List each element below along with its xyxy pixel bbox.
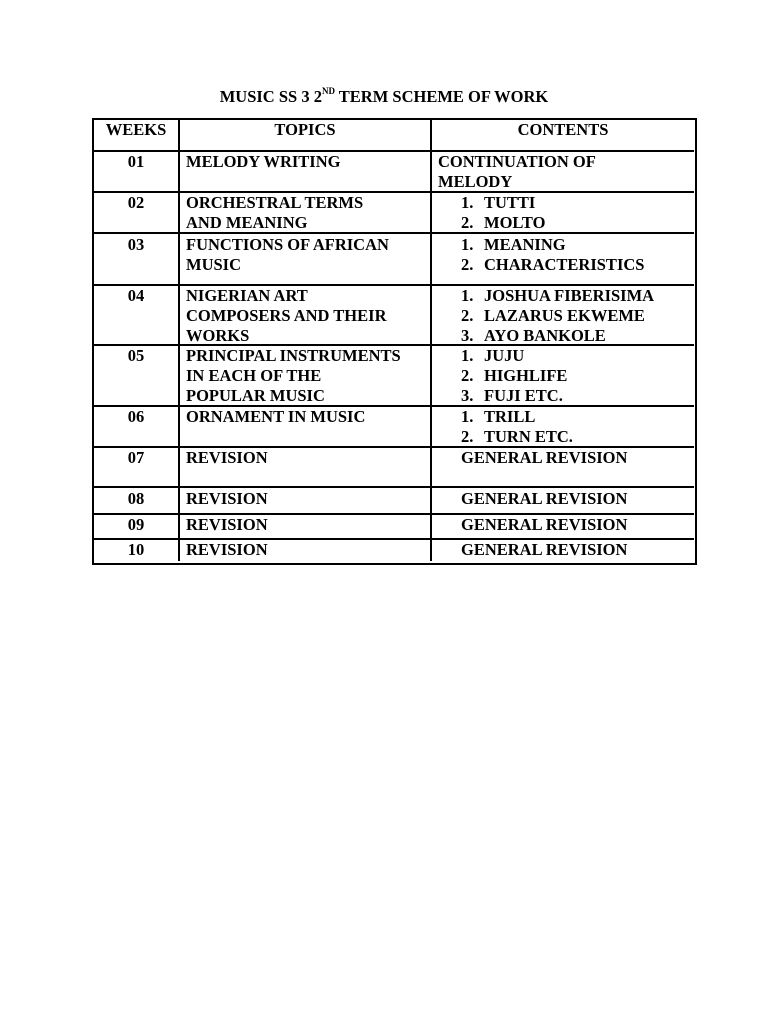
content-line bbox=[461, 255, 644, 275]
list-number: 2. bbox=[461, 427, 474, 446]
topic-line: WORKS bbox=[186, 326, 250, 345]
topic-line: AND MEANING bbox=[186, 213, 308, 232]
column-divider bbox=[430, 152, 432, 561]
topic-line: ORNAMENT IN MUSIC bbox=[186, 407, 366, 426]
list-number: 2. bbox=[461, 213, 474, 232]
content-line bbox=[461, 213, 545, 233]
week-number: 05 bbox=[127, 346, 145, 365]
topic-line: NIGERIAN ART bbox=[186, 286, 308, 305]
content-text: HIGHLIFE bbox=[484, 366, 568, 385]
list-number: 2. bbox=[461, 255, 474, 274]
title-prefix: MUSIC SS 3 2 bbox=[219, 87, 322, 106]
topic-line: ORCHESTRAL TERMS bbox=[186, 193, 364, 212]
header-weeks: WEEKS bbox=[105, 120, 167, 139]
list-number: 2. bbox=[461, 306, 474, 325]
content-text: AYO BANKOLE bbox=[484, 326, 606, 345]
week-number: 08 bbox=[127, 489, 145, 508]
content-text: FUJI ETC. bbox=[484, 386, 563, 405]
week-number: 04 bbox=[127, 286, 145, 305]
column-divider bbox=[430, 120, 432, 150]
week-number: 03 bbox=[127, 235, 145, 254]
week-number: 06 bbox=[127, 407, 145, 426]
content-line bbox=[461, 326, 606, 346]
content-line: GENERAL REVISION bbox=[461, 515, 628, 534]
content-line bbox=[461, 286, 654, 306]
list-number: 1. bbox=[461, 286, 474, 305]
row-divider bbox=[94, 232, 694, 234]
title-superscript: ND bbox=[321, 86, 335, 96]
content-text: JOSHUA FIBERISIMA bbox=[484, 286, 655, 305]
content-text: LAZARUS EKWEME bbox=[484, 306, 645, 325]
topic-line: FUNCTIONS OF AFRICAN bbox=[186, 235, 389, 254]
week-number: 07 bbox=[127, 448, 145, 467]
column-divider bbox=[178, 152, 180, 561]
page-title bbox=[0, 87, 768, 107]
content-text: TURN ETC. bbox=[484, 427, 573, 446]
list-number: 1. bbox=[461, 235, 474, 254]
content-line bbox=[461, 386, 563, 406]
topic-line: POPULAR MUSIC bbox=[186, 386, 325, 405]
topic-line: MUSIC bbox=[186, 255, 242, 274]
row-divider bbox=[94, 150, 694, 152]
list-number: 1. bbox=[461, 346, 474, 365]
week-number: 01 bbox=[127, 152, 145, 171]
content-line: GENERAL REVISION bbox=[461, 448, 628, 467]
content-line: MELODY bbox=[438, 172, 513, 191]
content-line: GENERAL REVISION bbox=[461, 489, 628, 508]
week-number: 10 bbox=[127, 540, 145, 559]
topic-line: MELODY WRITING bbox=[186, 152, 341, 171]
topic-line: IN EACH OF THE bbox=[186, 366, 322, 385]
header-contents: CONTENTS bbox=[517, 120, 609, 139]
content-text: TRILL bbox=[484, 407, 536, 426]
topic-line: REVISION bbox=[186, 540, 268, 559]
content-text: MEANING bbox=[484, 235, 566, 254]
content-line: CONTINUATION OF bbox=[438, 152, 596, 171]
content-line bbox=[461, 306, 645, 326]
content-line: GENERAL REVISION bbox=[461, 540, 628, 559]
content-line bbox=[461, 407, 535, 427]
row-divider bbox=[94, 486, 694, 488]
content-line bbox=[461, 346, 524, 366]
content-line bbox=[461, 235, 566, 255]
content-line bbox=[461, 193, 535, 213]
topic-line: REVISION bbox=[186, 515, 268, 534]
week-number: 09 bbox=[127, 515, 145, 534]
title-suffix: TERM SCHEME OF WORK bbox=[334, 87, 549, 106]
column-divider bbox=[178, 120, 180, 150]
list-number: 3. bbox=[461, 326, 474, 345]
list-number: 1. bbox=[461, 407, 474, 426]
content-text: MOLTO bbox=[484, 213, 546, 232]
row-divider bbox=[94, 191, 694, 193]
topic-line: COMPOSERS AND THEIR bbox=[186, 306, 387, 325]
topic-line: REVISION bbox=[186, 489, 268, 508]
list-number: 2. bbox=[461, 366, 474, 385]
content-line bbox=[461, 366, 567, 386]
row-divider bbox=[94, 405, 694, 407]
topic-line: PRINCIPAL INSTRUMENTS bbox=[186, 346, 401, 365]
content-text: TUTTI bbox=[484, 193, 536, 212]
topic-line: REVISION bbox=[186, 448, 268, 467]
week-number: 02 bbox=[127, 193, 145, 212]
content-line bbox=[461, 427, 573, 447]
list-number: 3. bbox=[461, 386, 474, 405]
content-text: JUJU bbox=[484, 346, 525, 365]
header-topics: TOPICS bbox=[274, 120, 336, 139]
content-text: CHARACTERISTICS bbox=[484, 255, 645, 274]
list-number: 1. bbox=[461, 193, 474, 212]
